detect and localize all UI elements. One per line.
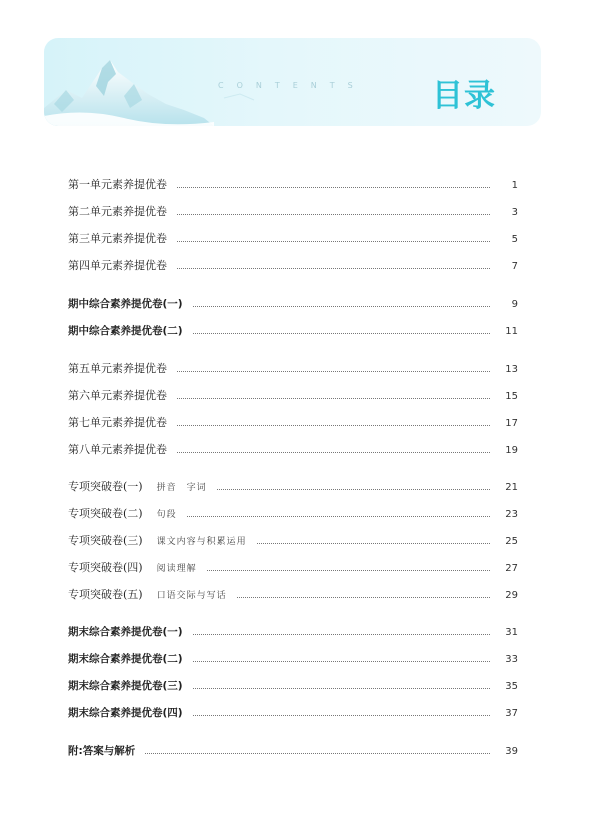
toc-entry-title: 专项突破卷(二) [68, 507, 143, 520]
dot-leader [177, 398, 490, 399]
toc-entry-title: 第二单元素养提优卷 [68, 205, 167, 218]
toc-entry-title: 第八单元素养提优卷 [68, 443, 167, 456]
toc-entry-subtitle: 句段 [156, 510, 177, 520]
toc-entry-subtitle: 口语交际与写话 [156, 591, 227, 601]
toc-entry[interactable] [68, 743, 518, 759]
toc-entry[interactable] [68, 442, 518, 458]
dot-leader [257, 543, 490, 544]
toc-entry[interactable] [68, 204, 518, 220]
toc-entry-title: 第六单元素养提优卷 [68, 389, 167, 402]
toc-entry-title: 第三单元素养提优卷 [68, 232, 167, 245]
toc-entry[interactable] [68, 231, 518, 247]
toc-entry-title: 专项突破卷(四) [68, 561, 143, 574]
toc-entry[interactable] [68, 361, 518, 377]
toc-entry-page-number: 37 [505, 708, 518, 719]
toc-entry[interactable] [68, 479, 518, 495]
toc-entry-title: 专项突破卷(五) [68, 588, 143, 601]
toc-entry[interactable] [68, 258, 518, 274]
toc-entry[interactable] [68, 587, 518, 603]
toc-entry-page-number: 33 [505, 654, 518, 665]
toc-entry-title: 期末综合素养提优卷(三) [68, 680, 183, 692]
toc-entry[interactable] [68, 624, 518, 640]
toc-entry-title: 期末综合素养提优卷(四) [68, 707, 183, 719]
toc-entry-page-number: 25 [505, 536, 518, 547]
toc-entry-page-number: 21 [505, 482, 518, 493]
toc-entry[interactable] [68, 388, 518, 404]
toc-entry-title: 期中综合素养提优卷(二) [68, 325, 183, 337]
toc-entry-page-number: 5 [511, 234, 518, 245]
toc-entry-page-number: 27 [505, 563, 518, 574]
toc-entry-title: 期末综合素养提优卷(一) [68, 626, 183, 638]
contents-word: CONTENTS [218, 81, 366, 90]
toc-entry[interactable] [68, 177, 518, 193]
toc-entry-page-number: 23 [505, 509, 518, 520]
toc-entry-page-number: 1 [511, 180, 518, 191]
toc-entry-page-number: 31 [505, 627, 518, 638]
toc-entry-title: 第一单元素养提优卷 [68, 178, 167, 191]
dot-leader [217, 489, 490, 490]
toc-entry[interactable] [68, 651, 518, 667]
toc-entry[interactable] [68, 705, 518, 721]
dot-leader [193, 333, 490, 334]
dot-leader [193, 634, 490, 635]
toc-entry-page-number: 15 [505, 391, 518, 402]
dot-leader [177, 268, 490, 269]
page-title: 目录 [432, 78, 496, 114]
dot-leader [193, 661, 490, 662]
toc-entry[interactable] [68, 560, 518, 576]
toc-entry-subtitle: 拼音 字词 [156, 483, 207, 493]
toc-entry-page-number: 9 [511, 299, 518, 310]
dot-leader [177, 452, 490, 453]
toc-entry-page-number: 29 [505, 590, 518, 601]
dot-leader [177, 425, 490, 426]
toc-entry-page-number: 17 [505, 418, 518, 429]
dot-leader [207, 570, 490, 571]
dot-leader [237, 597, 490, 598]
toc-entry-title: 第五单元素养提优卷 [68, 362, 167, 375]
toc-entry[interactable] [68, 296, 518, 312]
dot-leader [187, 516, 490, 517]
toc-entry[interactable] [68, 678, 518, 694]
toc-entry-page-number: 11 [505, 326, 518, 337]
toc-entry-title: 第四单元素养提优卷 [68, 259, 167, 272]
dot-leader [193, 715, 490, 716]
dot-leader [177, 241, 490, 242]
toc-entry-page-number: 35 [505, 681, 518, 692]
toc-entry-title: 期末综合素养提优卷(二) [68, 653, 183, 665]
toc-entry-page-number: 3 [511, 207, 518, 218]
toc-entry[interactable] [68, 506, 518, 522]
toc-entry-page-number: 13 [505, 364, 518, 375]
toc-entry-page-number: 7 [511, 261, 518, 272]
toc-entry[interactable] [68, 415, 518, 431]
dot-leader [145, 753, 490, 754]
toc-entry-title: 期中综合素养提优卷(一) [68, 298, 183, 310]
toc-entry-title: 专项突破卷(一) [68, 480, 143, 493]
dot-leader [177, 371, 490, 372]
dot-leader [177, 187, 490, 188]
toc-entry-subtitle: 课文内容与积累运用 [156, 537, 247, 547]
dot-leader [177, 214, 490, 215]
toc-entry-title: 第七单元素养提优卷 [68, 416, 167, 429]
toc-entry-page-number: 39 [505, 746, 518, 757]
toc-entry-title: 附:答案与解析 [68, 745, 136, 757]
toc-entry[interactable] [68, 533, 518, 549]
toc-entry[interactable] [68, 323, 518, 339]
toc-entry-page-number: 19 [505, 445, 518, 456]
dot-leader [193, 688, 490, 689]
toc-entry-title: 专项突破卷(三) [68, 534, 143, 547]
toc-entry-subtitle: 阅读理解 [156, 564, 197, 574]
dot-leader [193, 306, 490, 307]
